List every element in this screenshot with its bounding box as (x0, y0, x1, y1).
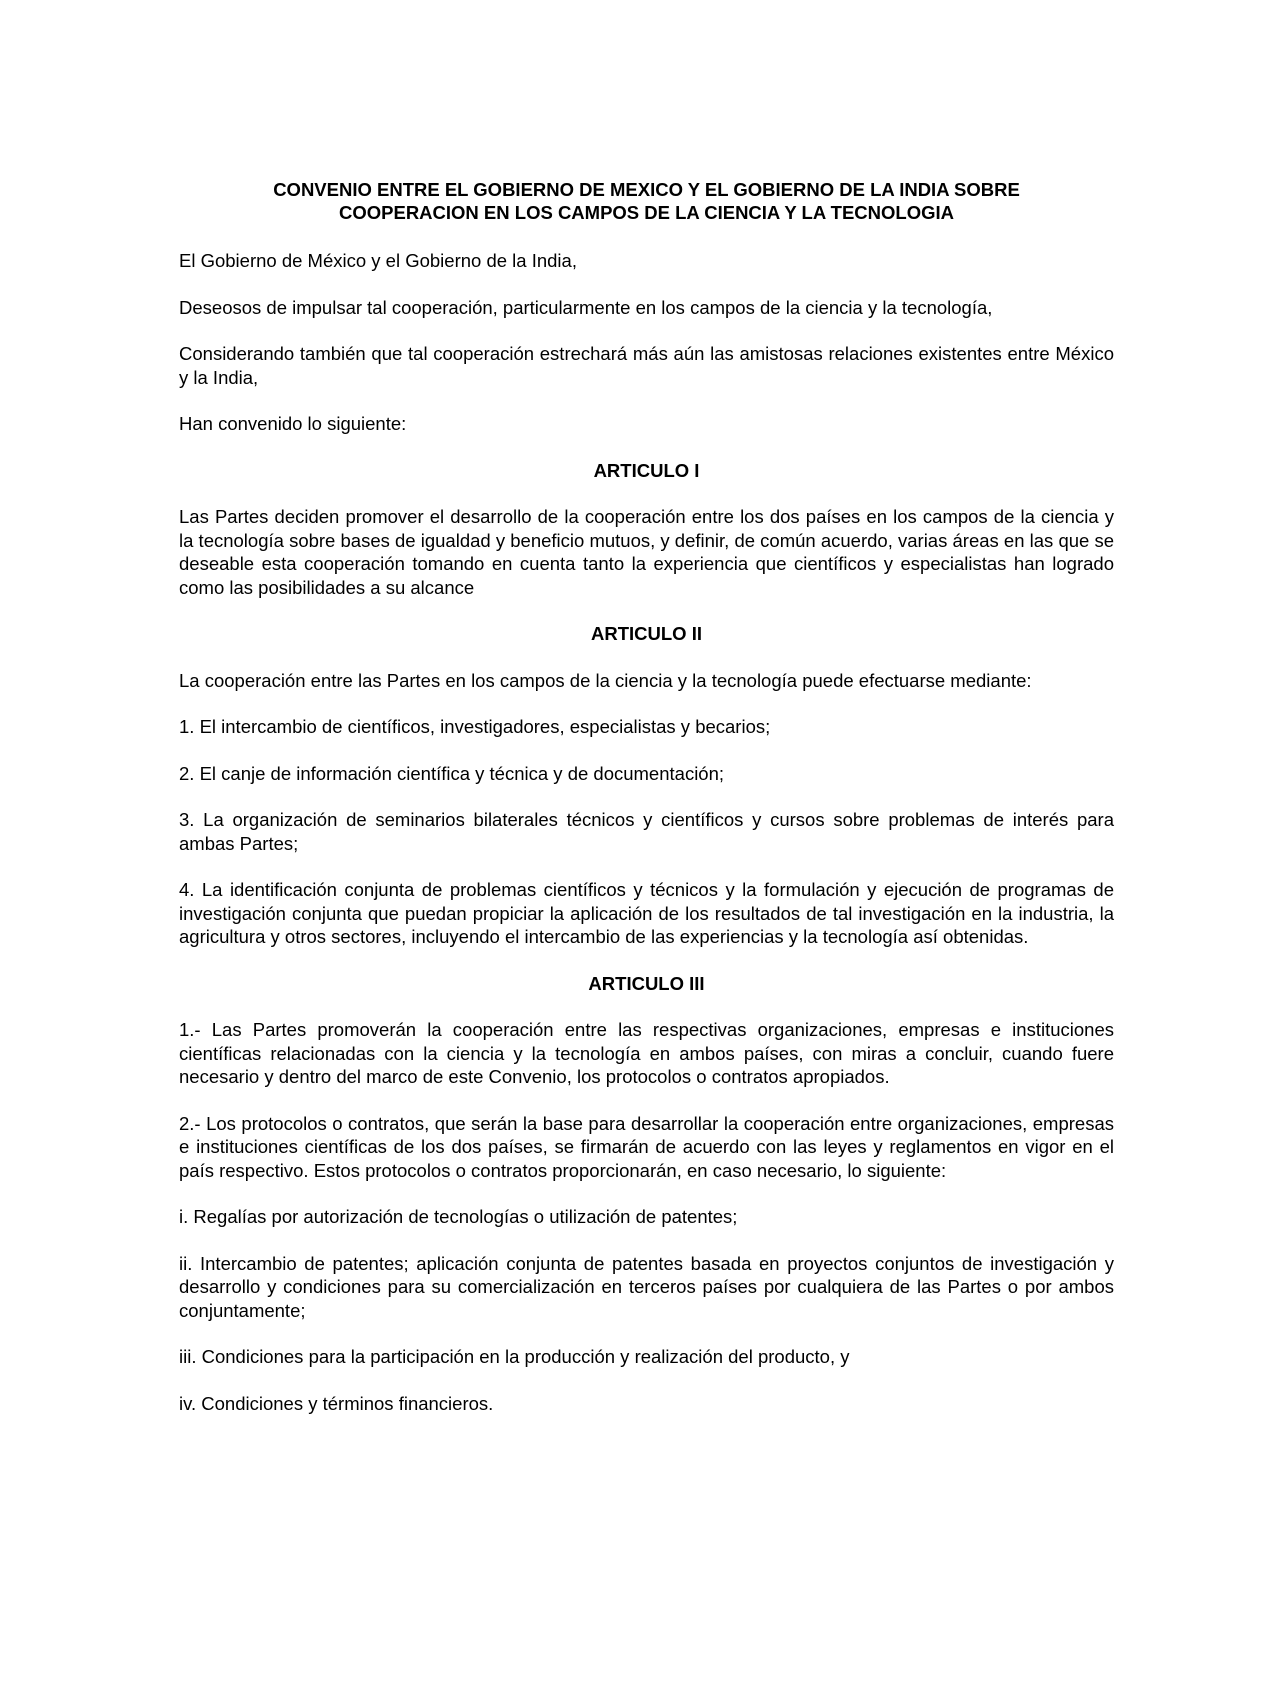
document-body (179, 178, 1114, 1438)
article-3-item: ii. Intercambio de patentes; aplicación conjunta de patentes basada en proyectos conjuntos de investigación y desarrollo y condiciones para su comercialización en terceros países por cualquiera de las Partes o por ambos conjuntamente; (179, 1252, 1114, 1321)
preamble-desire: Deseosos de impulsar tal cooperación, particularmente en los campos de la ciencia y la tecnología, (179, 296, 993, 318)
document-title-line-2: COOPERACION EN LOS CAMPOS DE LA CIENCIA Y LA TECNOLOGIA (339, 202, 954, 223)
article-3-item: i. Regalías por autorización de tecnologías o utilización de patentes; (179, 1206, 738, 1227)
article-3-item: iv. Condiciones y términos financieros. (179, 1392, 494, 1414)
article-3-heading: ARTICULO III (588, 972, 705, 994)
article-2-intro: La cooperación entre las Partes en los campos de la ciencia y la tecnología puede efectuarse mediante: (179, 669, 1032, 691)
document-title-line-1: CONVENIO ENTRE EL GOBIERNO DE MEXICO Y EL GOBIERNO DE LA INDIA SOBRE (273, 179, 1020, 200)
article-3-paragraph: 2.- Los protocolos o contratos, que serán la base para desarrollar la cooperación entre organizaciones, empresas e instituciones científicas de los dos países, se firmarán de acuerdo con las leyes y reglamentos en vigor en el país respectivo. Estos protocolos o contratos proporcionarán, en caso necesario, lo siguiente: (179, 1112, 1114, 1181)
article-2-heading: ARTICULO II (591, 623, 702, 644)
article-2-item: 4. La identificación conjunta de problemas científicos y técnicos y la formulación y ejecución de programas de investigación conjunta que puedan propiciar la aplicación de los resultados de tal investigación en la industria, la agricultura y otros sectores, incluyendo el intercambio de las experiencias y la tecnología así obtenidas. (179, 879, 1114, 947)
article-1-text: Las Partes deciden promover el desarrollo de la cooperación entre los dos países en los campos de la ciencia y la tecnología sobre bases de igualdad y beneficio mutuos, y definir, de común acuerdo, varias áreas en las que se deseable esta cooperación tomando en cuenta tanto la experiencia que científicos y especialistas han logrado como las posibilidades a su alcance (179, 506, 1114, 598)
document-title (179, 178, 1114, 224)
article-2-item: 3. La organización de seminarios bilaterales técnicos y científicos y cursos sobre problemas de interés para ambas Partes; (179, 809, 1114, 854)
article-2-item: 1. El intercambio de científicos, investigadores, especialistas y becarios; (179, 716, 771, 737)
article-3-paragraph: 1.- Las Partes promoverán la cooperación entre las respectivas organizaciones, empresas e instituciones científicas relacionadas con la ciencia y la tecnología en ambos países, con miras a concluir, cuando fuere necesario y dentro del marco de este Convenio, los protocolos o contratos apropiados. (179, 1019, 1114, 1087)
article-1-heading: ARTICULO I (593, 459, 700, 481)
article-3-item: iii. Condiciones para la participación en la producción y realización del producto, y (179, 1346, 850, 1367)
preamble-agreed: Han convenido lo siguiente: (179, 413, 407, 434)
preamble-considering: Considerando también que tal cooperación estrechará más aún las amistosas relaciones existentes entre México y la India, (179, 343, 1114, 388)
article-2-item: 2. El canje de información científica y técnica y de documentación; (179, 762, 725, 784)
preamble-parties: El Gobierno de México y el Gobierno de la India, (179, 250, 577, 271)
